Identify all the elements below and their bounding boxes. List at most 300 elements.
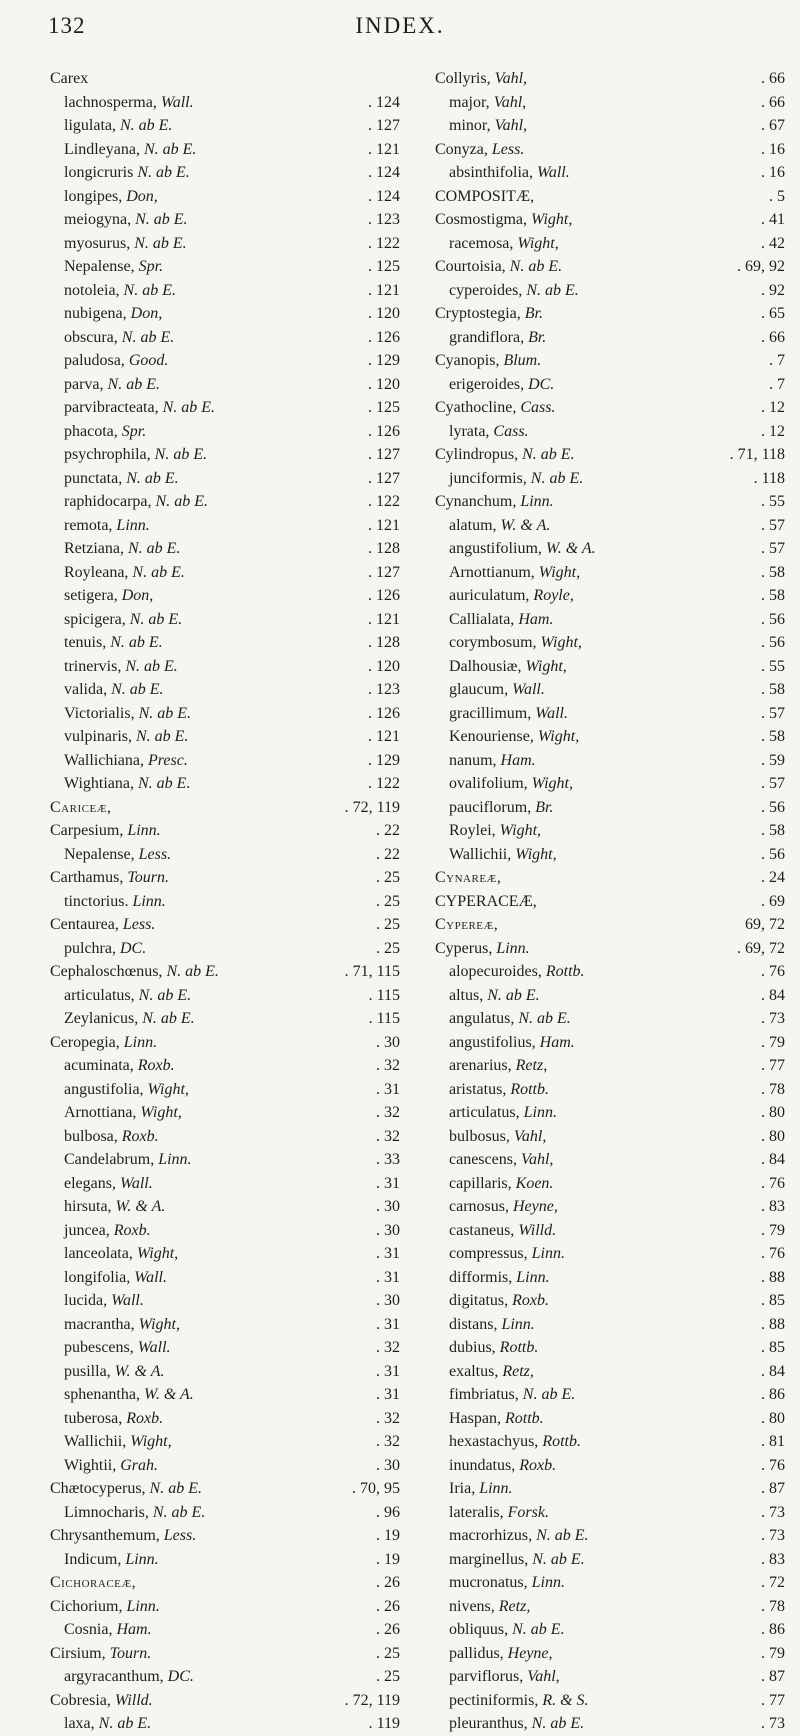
page-reference: . 25 <box>376 892 400 910</box>
entry-label <box>435 960 585 984</box>
entry-authority: Roxb. <box>137 1057 175 1074</box>
entry-label <box>50 67 88 91</box>
entry-label <box>50 302 162 326</box>
entry-authority: Linn. <box>126 1597 160 1615</box>
index-subentry <box>50 772 400 796</box>
entry-authority: DC. <box>167 1668 194 1685</box>
entry-name: castaneus, <box>449 1221 515 1239</box>
entry-authority: Wight, <box>540 634 582 651</box>
index-subentry <box>50 1007 400 1031</box>
entry-label <box>435 725 579 749</box>
entry-authority: N. ab E. <box>121 328 175 346</box>
page-reference: . 67 <box>761 117 785 134</box>
page-reference: . 80 <box>761 1104 785 1121</box>
entry-name: parvibracteata, <box>64 399 159 416</box>
index-subentry <box>50 561 400 585</box>
page-reference: . 121 <box>368 140 400 158</box>
index-subentry <box>50 1172 400 1196</box>
index-subentry <box>435 960 785 984</box>
entry-label <box>50 584 153 608</box>
page-reference: . 126 <box>368 422 400 440</box>
page-reference: . 80 <box>761 1409 785 1427</box>
page-reference: . 83 <box>761 1550 785 1568</box>
entry-label <box>50 1289 144 1313</box>
entry-name: Cariceæ, <box>50 798 112 816</box>
entry-authority: N. ab E. <box>512 1621 565 1638</box>
index-subentry <box>50 373 400 397</box>
entry-authority: Wight, <box>138 1315 180 1333</box>
entry-label <box>50 866 169 890</box>
page-reference: . 71, 118 <box>729 446 785 463</box>
entry-name: Ceropegia, <box>50 1033 120 1051</box>
page-reference: . 128 <box>368 540 400 557</box>
page-reference: . 120 <box>368 305 400 322</box>
entry-authority: N. ab E. <box>155 493 208 510</box>
page-reference: . 30 <box>376 1456 400 1474</box>
page-reference: . 58 <box>761 563 785 581</box>
page-reference: . 70, 95 <box>352 1480 400 1497</box>
entry-authority: Wight, <box>499 822 542 839</box>
entry-name: Centaurea, <box>50 916 119 933</box>
entry-authority: N. ab E. <box>162 399 216 416</box>
entry-name: lucida, <box>64 1292 108 1309</box>
index-subentry <box>435 1078 785 1102</box>
page-reference: . 25 <box>376 916 400 933</box>
entry-authority: Roxb. <box>519 1456 557 1474</box>
entry-name: macrantha, <box>64 1315 135 1333</box>
index-entry <box>435 185 785 209</box>
entry-authority: N. ab E. <box>125 657 178 675</box>
index-subentry <box>50 232 400 256</box>
entry-authority: Ham. <box>116 1621 152 1638</box>
page-reference: . 115 <box>368 1010 400 1027</box>
entry-label <box>50 443 207 467</box>
entry-label <box>435 91 526 115</box>
entry-authority: Linn. <box>123 1033 158 1051</box>
entry-authority: Vahl, <box>494 70 528 87</box>
entry-label <box>50 1383 194 1407</box>
entry-name: angustifolius, <box>449 1033 536 1051</box>
page-reference: . 56 <box>761 610 785 628</box>
entry-label <box>435 796 553 820</box>
entry-label <box>50 279 176 303</box>
entry-name: Roylei, <box>449 822 496 839</box>
entry-authority: Ham. <box>518 610 554 628</box>
entry-authority: Grah. <box>120 1456 159 1474</box>
entry-name: distans, <box>449 1315 498 1333</box>
page-reference: . 25 <box>376 1644 400 1662</box>
index-subentry <box>435 420 785 444</box>
entry-authority: Rottb. <box>542 1433 581 1450</box>
entry-authority: Tourn. <box>127 869 169 886</box>
entry-authority: Wight, <box>130 1433 172 1450</box>
entry-name: Cichorium, <box>50 1597 123 1615</box>
entry-authority: Br. <box>524 305 543 322</box>
entry-label <box>435 1689 589 1713</box>
page-reference: . 88 <box>761 1315 785 1333</box>
index-entry <box>435 937 785 961</box>
index-subentry <box>50 1712 400 1736</box>
entry-authority: Roxb. <box>113 1221 151 1239</box>
index-entry <box>50 960 400 984</box>
entry-authority: N. ab E. <box>531 1715 585 1732</box>
page-reference: . 32 <box>376 1057 400 1074</box>
entry-label <box>50 514 150 538</box>
page-reference: . 33 <box>376 1151 400 1168</box>
page-reference: . 118 <box>753 469 785 487</box>
entry-name: Nepalense, <box>64 845 135 863</box>
entry-authority: Less. <box>122 916 156 933</box>
index-subentry <box>435 655 785 679</box>
index-subentry <box>435 584 785 608</box>
entry-name: digitatus, <box>449 1292 509 1309</box>
entry-name: juncea, <box>64 1221 110 1239</box>
entry-label <box>50 984 191 1008</box>
running-head: INDEX. <box>355 13 445 38</box>
entry-name: ovalifolium, <box>449 775 528 792</box>
entry-label <box>50 349 168 373</box>
entry-authority: Don, <box>126 187 158 205</box>
page-reference: . 92 <box>761 281 785 299</box>
entry-name: Indicum, <box>64 1550 122 1568</box>
entry-authority: N. ab E. <box>129 610 183 628</box>
entry-label <box>50 1078 189 1102</box>
entry-authority: W. & A. <box>143 1386 194 1403</box>
entry-authority: Wight, <box>136 1245 179 1262</box>
entry-authority: Linn. <box>125 1550 159 1568</box>
entry-name: fimbriatus, <box>449 1386 519 1403</box>
index-entry <box>50 1477 400 1501</box>
entry-authority: Wall. <box>111 1292 144 1309</box>
page-reference: . 129 <box>368 352 400 369</box>
entry-name: Courtoisia, <box>435 258 506 275</box>
index-subentry <box>435 1548 785 1572</box>
page-reference: . 56 <box>761 634 785 651</box>
page-reference: . 22 <box>376 822 400 839</box>
entry-name: laxa, <box>64 1715 95 1732</box>
entry-label <box>50 1454 158 1478</box>
page-reference: . 86 <box>761 1386 785 1403</box>
index-entry <box>435 349 785 373</box>
entry-name: aristatus, <box>449 1080 507 1098</box>
entry-label <box>435 114 527 138</box>
entry-name: COMPOSITÆ, <box>435 187 535 205</box>
entry-label <box>50 1172 153 1196</box>
index-subentry <box>50 138 400 162</box>
page-reference: . 7 <box>769 352 785 369</box>
entry-label <box>435 467 583 491</box>
page-reference: . 56 <box>761 798 785 816</box>
index-subentry <box>50 114 400 138</box>
index-subentry <box>435 819 785 843</box>
index-subentry <box>435 373 785 397</box>
entry-authority: N. ab E. <box>110 634 163 651</box>
entry-label <box>50 1689 153 1713</box>
entry-label <box>435 1383 575 1407</box>
entry-name: Cynareæ, <box>435 869 502 886</box>
entry-label <box>50 937 146 961</box>
entry-authority: Wight, <box>538 563 581 581</box>
entry-name: marginellus, <box>449 1550 529 1568</box>
entry-name: Limnocharis, <box>64 1503 149 1521</box>
entry-authority: N. ab E. <box>487 986 540 1004</box>
entry-label <box>50 114 172 138</box>
page-reference: . 58 <box>761 728 785 745</box>
page-reference: . 121 <box>368 728 400 745</box>
index-subentry <box>435 1642 785 1666</box>
page-reference: . 84 <box>761 1362 785 1380</box>
entry-label <box>435 443 575 467</box>
page-reference: . 122 <box>368 775 400 792</box>
entry-label <box>50 91 194 115</box>
entry-name: hirsuta, <box>64 1198 112 1215</box>
entry-authority: R. & S. <box>542 1691 589 1709</box>
index-subentry <box>50 279 400 303</box>
page-reference: . 25 <box>376 939 400 957</box>
entry-authority: N. ab E. <box>135 211 188 228</box>
entry-name: Cephaloschœnus, <box>50 963 163 980</box>
entry-authority: N. ab E. <box>166 963 219 980</box>
entry-name: grandiflora, <box>449 328 525 346</box>
entry-authority: N. ab E. <box>143 140 197 158</box>
page-reference: . 76 <box>761 1456 785 1474</box>
page-reference: . 65 <box>761 305 785 322</box>
page-reference: . 120 <box>368 657 400 675</box>
entry-label <box>435 1242 565 1266</box>
page-reference: . 129 <box>368 751 400 769</box>
entry-label <box>435 678 545 702</box>
entry-authority: Linn. <box>116 516 150 534</box>
entry-authority: N. ab E. <box>107 375 160 393</box>
entry-label <box>435 561 580 585</box>
entry-authority: Ham. <box>500 751 536 769</box>
entry-name: Cobresia, <box>50 1691 111 1709</box>
index-subentry <box>435 1172 785 1196</box>
entry-name: Retziana, <box>64 540 124 557</box>
index-column-right <box>435 67 785 1736</box>
entry-name: vulpinaris, <box>64 728 132 745</box>
page-reference: . 87 <box>761 1668 785 1685</box>
entry-label <box>50 255 163 279</box>
index-entry <box>50 866 400 890</box>
page-reference: . 55 <box>761 657 785 675</box>
entry-name: Cypereæ, <box>435 916 499 933</box>
index-subentry <box>50 185 400 209</box>
index-entry <box>435 67 785 91</box>
entry-name: setigera, <box>64 587 118 604</box>
entry-authority: DC. <box>119 939 147 957</box>
index-subentry <box>50 1501 400 1525</box>
entry-label <box>50 1501 205 1525</box>
page-reference: . 58 <box>761 822 785 839</box>
index-subentry <box>435 1101 785 1125</box>
index-subentry <box>435 1689 785 1713</box>
entry-authority: Koen. <box>515 1174 554 1192</box>
entry-name: junciformis, <box>449 469 527 487</box>
entry-label <box>435 1642 553 1666</box>
entry-authority: Spr. <box>121 422 147 440</box>
entry-authority: Heyne, <box>512 1198 558 1215</box>
index-subentry <box>50 161 400 185</box>
entry-label <box>435 1548 585 1572</box>
entry-authority: W. & A. <box>500 516 551 534</box>
index-subentry <box>50 749 400 773</box>
entry-name: altus, <box>449 986 484 1004</box>
entry-name: bulbosa, <box>64 1127 118 1145</box>
entry-label <box>435 772 573 796</box>
entry-name: raphidocarpa, <box>64 493 152 510</box>
page-reference: . 12 <box>761 399 785 416</box>
index-subentry <box>435 91 785 115</box>
page-reference: . 121 <box>368 516 400 534</box>
entry-label <box>50 161 190 185</box>
page-reference: . 32 <box>376 1104 400 1121</box>
page-reference: . 88 <box>761 1268 785 1286</box>
entry-label <box>50 185 158 209</box>
entry-authority: Less. <box>491 140 525 158</box>
entry-label <box>435 1665 560 1689</box>
entry-name: articulatus, <box>449 1104 520 1121</box>
entry-name: Wallichiana, <box>64 751 145 769</box>
entry-name: ligulata, <box>64 117 116 134</box>
index-subentry <box>435 1336 785 1360</box>
page-reference: . 26 <box>376 1597 400 1615</box>
page-reference: . 25 <box>376 1668 400 1685</box>
entry-label <box>50 1007 195 1031</box>
index-subentry <box>50 584 400 608</box>
entry-authority: N. ab E. <box>111 681 164 698</box>
index-column-left <box>50 67 400 1736</box>
page-reference: . 69 <box>761 892 785 910</box>
entry-label <box>435 866 501 890</box>
entry-name: Wallichii, <box>64 1433 127 1450</box>
entry-authority: Linn. <box>501 1315 535 1333</box>
page-reference: . 32 <box>376 1409 400 1427</box>
entry-label <box>50 819 161 843</box>
page-reference: . 66 <box>761 70 785 87</box>
page-reference: . 69, 72 <box>737 939 785 957</box>
entry-authority: Vahl, <box>494 117 528 134</box>
entry-authority: N. ab E. <box>518 1010 571 1027</box>
entry-authority: Linn. <box>127 822 161 839</box>
page-reference: . 81 <box>761 1433 785 1450</box>
page-reference: . 84 <box>761 986 785 1004</box>
entry-name: elegans, <box>64 1174 116 1192</box>
entry-label <box>435 255 562 279</box>
page-reference: 69, 72 <box>745 916 785 933</box>
entry-label <box>50 561 185 585</box>
entry-label <box>435 1289 549 1313</box>
entry-authority: N. ab E. <box>536 1527 589 1544</box>
entry-label <box>50 631 163 655</box>
page-reference: . 30 <box>376 1221 400 1239</box>
entry-authority: N. ab E. <box>142 1010 195 1027</box>
index-subentry <box>435 1289 785 1313</box>
entry-authority: Linn. <box>523 1104 557 1121</box>
entry-authority: N. ab E. <box>127 540 181 557</box>
entry-name: Cirsium, <box>50 1644 106 1662</box>
entry-authority: W. & A. <box>115 1198 166 1215</box>
entry-label <box>435 514 550 538</box>
index-subentry <box>435 1477 785 1501</box>
page-reference: . 79 <box>761 1033 785 1051</box>
entry-label <box>435 373 554 397</box>
index-subentry <box>435 326 785 350</box>
entry-label <box>50 1665 194 1689</box>
page-reference: . 124 <box>368 187 400 205</box>
page-reference: . 66 <box>761 328 785 346</box>
page-reference: . 80 <box>761 1127 785 1145</box>
index-subentry <box>50 302 400 326</box>
entry-label <box>435 279 579 303</box>
page-reference: . 30 <box>376 1292 400 1309</box>
entry-authority: Willd. <box>114 1691 153 1709</box>
entry-label <box>50 796 111 820</box>
entry-label <box>50 960 219 984</box>
entry-name: Cyathocline, <box>435 399 517 416</box>
entry-name: Victorialis, <box>64 704 135 722</box>
page-reference: . 73 <box>761 1527 785 1544</box>
index-entry <box>50 1571 400 1595</box>
entry-label <box>435 1195 558 1219</box>
page-reference: . 42 <box>761 234 785 252</box>
index-subentry <box>435 1313 785 1337</box>
page-reference: . 127 <box>368 469 400 487</box>
page-reference: . 59 <box>761 751 785 769</box>
page-reference: . 69, 92 <box>737 258 785 275</box>
entry-authority: N. ab E. <box>138 775 191 792</box>
entry-authority: Retz, <box>502 1362 534 1380</box>
entry-label <box>435 1031 575 1055</box>
entry-name: pectiniformis, <box>449 1691 539 1709</box>
page-reference: . 127 <box>368 446 400 463</box>
page-reference: . 125 <box>368 258 400 275</box>
entry-name: minor, <box>449 117 491 134</box>
index-entry <box>435 443 785 467</box>
entry-authority: Wall. <box>134 1268 167 1286</box>
index-subentry <box>50 1313 400 1337</box>
entry-label <box>50 1219 151 1243</box>
entry-authority: Less. <box>138 845 172 863</box>
page-reference: . 127 <box>368 563 400 581</box>
index-subentry <box>50 1665 400 1689</box>
page-reference: . 56 <box>761 845 785 863</box>
index-subentry <box>50 1054 400 1078</box>
entry-label <box>50 1712 151 1736</box>
entry-label <box>435 138 524 162</box>
index-subentry <box>50 537 400 561</box>
index-subentry <box>435 514 785 538</box>
entry-label <box>435 702 568 726</box>
entry-name: arenarius, <box>449 1057 512 1074</box>
index-subentry <box>435 1383 785 1407</box>
entry-authority: Less. <box>163 1527 197 1544</box>
index-subentry <box>50 725 400 749</box>
page-reference: . 57 <box>761 704 785 722</box>
index-subentry <box>435 279 785 303</box>
entry-name: argyracanthum, <box>64 1668 164 1685</box>
page-reference: . 16 <box>761 164 785 181</box>
entry-label <box>435 608 553 632</box>
entry-authority: Vahl, <box>520 1151 554 1168</box>
entry-authority: Wight, <box>525 657 567 675</box>
index-subentry <box>435 1148 785 1172</box>
entry-label <box>50 655 178 679</box>
index-subentry <box>435 1571 785 1595</box>
entry-authority: N. ab E. <box>138 704 192 722</box>
entry-label <box>50 890 166 914</box>
entry-name: Cosnia, <box>64 1621 113 1638</box>
